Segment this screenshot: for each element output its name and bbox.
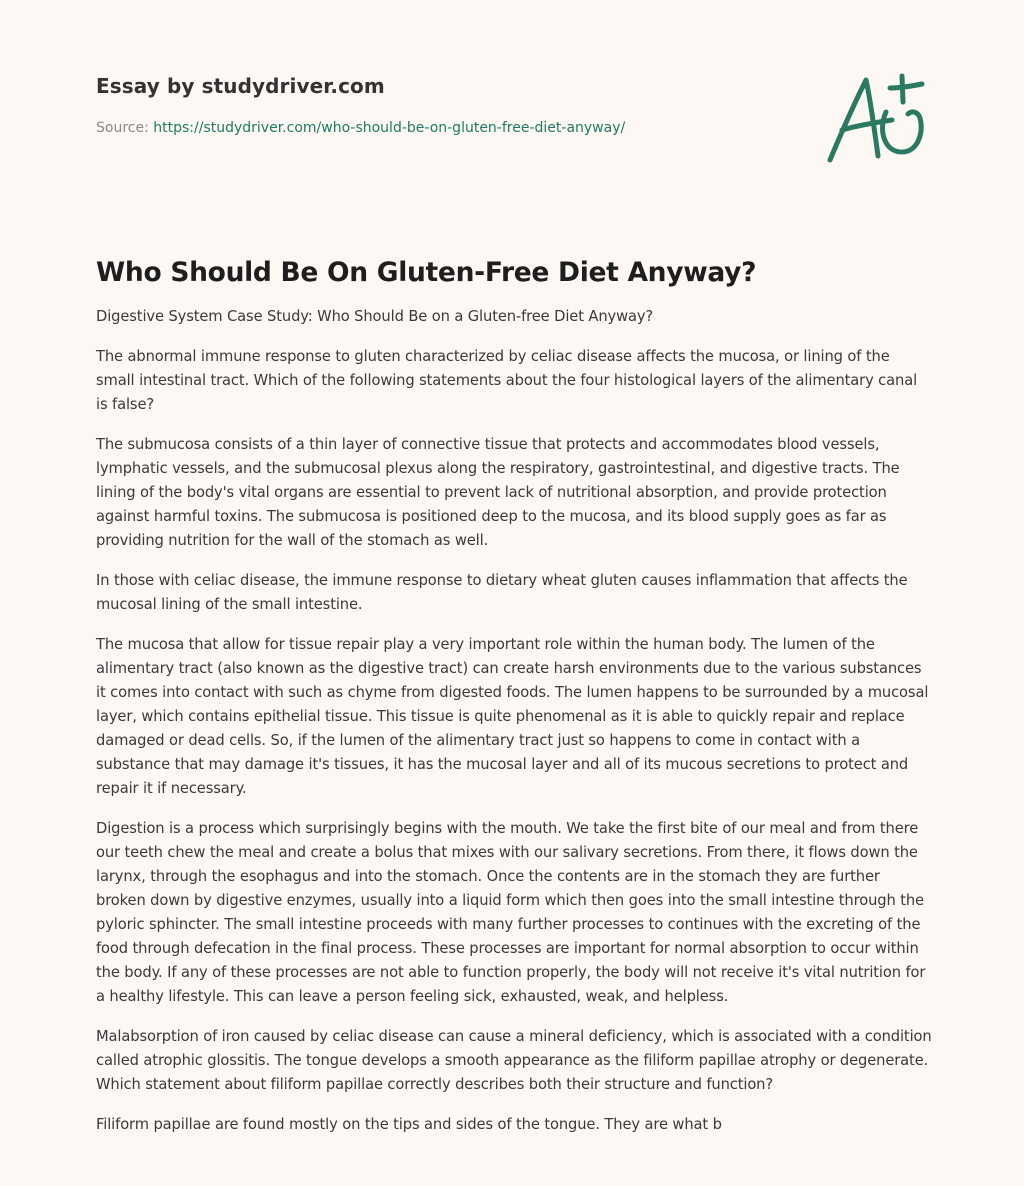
essay-body xyxy=(96,257,932,1153)
source-link[interactable]: https://studydriver.com/who-should-be-on-gluten-free-diet-anyway/ xyxy=(153,120,626,136)
paragraph: The submucosa consists of a thin layer of connective tissue that protects and accommodates blood vessels, lymphatic vessels, and the submucosal plexus along the respiratory, gastrointestinal, and digestive tracts. The lining of the body's vital organs are essential to prevent lack of nutritional absorption, and provide protection against harmful toxins. The submucosa is positioned deep to the mucosa, and its blood supply goes as far as providing nutrition for the wall of the stomach as well. xyxy=(96,436,900,549)
essay-title: Who Should Be On Gluten-Free Diet Anyway? xyxy=(96,257,757,288)
site-title: Essay by studydriver.com xyxy=(96,74,385,98)
paragraph: The abnormal immune response to gluten characterized by celiac disease affects the mucosa, or lining of the small intestinal tract. Which of the following statements about the four histological layers of the alimentary canal is false? xyxy=(96,348,918,413)
a-plus-logo xyxy=(820,68,932,168)
paragraph: Malabsorption of iron caused by celiac disease can cause a mineral deficiency, which is associated with a condition called atrophic glossitis. The tongue develops a smooth appearance as the filiform papillae atrophy or degenerate. Which statement about filiform papillae correctly describes both their structure and function? xyxy=(96,1028,932,1093)
paragraph: In those with celiac disease, the immune response to dietary wheat gluten causes inflammation that affects the mucosal lining of the small intestine. xyxy=(96,572,908,613)
page-header xyxy=(96,74,796,136)
paragraph: Digestive System Case Study: Who Should Be on a Gluten-free Diet Anyway? xyxy=(96,308,654,325)
source-label: Source: xyxy=(96,120,154,136)
a-plus-logo-icon xyxy=(820,68,932,168)
paragraph: Digestion is a process which surprisingly begins with the mouth. We take the first bite of our meal and from there our teeth chew the meal and create a bolus that mixes with our salivary secretions. From there, it flows down the larynx, through the esophagus and into the stomach. Once the contents are in the stomach they are further broken down by digestive enzymes, usually into a liquid form which then goes into the small intestine through the pyloric sphincter. The small intestine proceeds with many further processes to continues with the excreting of the food through defecation in the final process. These processes are important for normal absorption to occur within the body. If any of these processes are not able to function properly, the body will not receive it's vital nutrition for a healthy lifestyle. This can leave a person feeling sick, exhausted, weak, and helpless. xyxy=(96,820,926,1005)
source-line xyxy=(96,120,796,136)
paragraph-truncated: Filiform papillae are found mostly on the tips and sides of the tongue. They are what b xyxy=(96,1116,722,1133)
paragraph: The mucosa that allow for tissue repair play a very important role within the human body. The lumen of the alimentary tract (also known as the digestive tract) can create harsh environments due to the various substances it comes into contact with such as chyme from digested foods. The lumen happens to be surrounded by a mucosal layer, which contains epithelial tissue. This tissue is quite phenomenal as it is able to quickly repair and replace damaged or dead cells. So, if the lumen of the alimentary tract just so happens to come in contact with a substance that may damage it's tissues, it has the mucosal layer and all of its mucous secretions to protect and repair it if necessary. xyxy=(96,636,929,797)
